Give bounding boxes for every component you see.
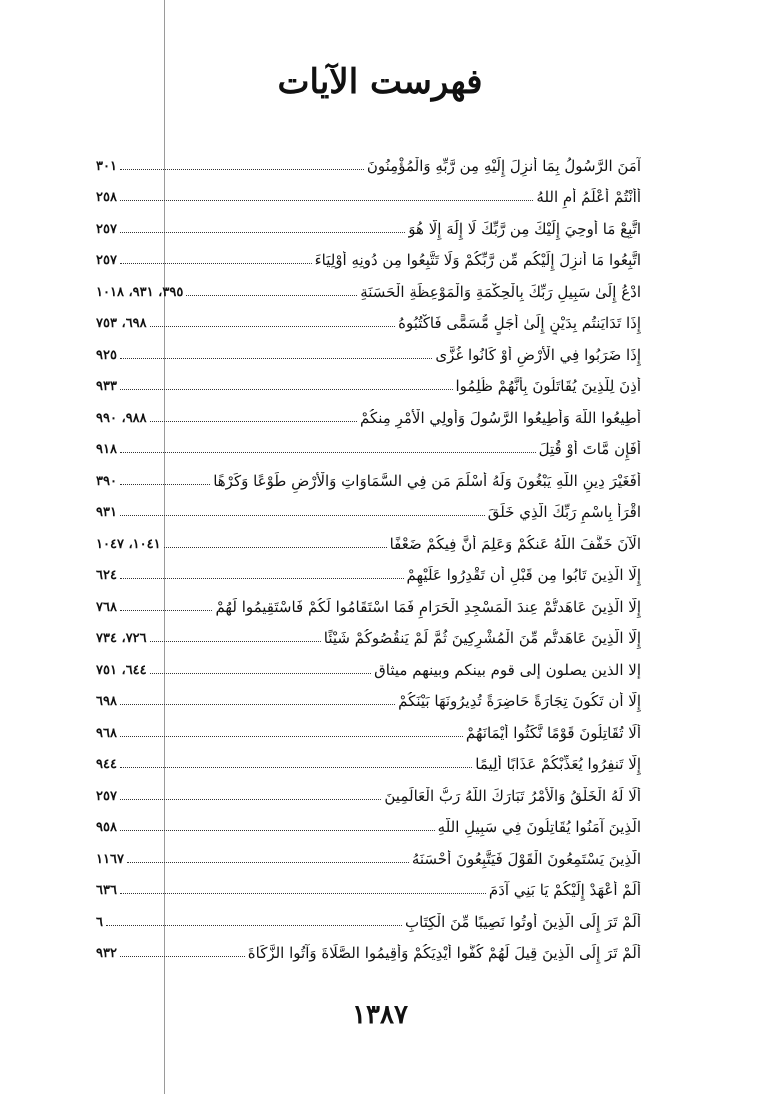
entry-page-numbers: ٦ — [96, 914, 103, 930]
page-title: فهرست الآيات — [277, 62, 483, 102]
entry-verse-text: إِلَّا تَنفِرُوا يُعَذِّبْكُمْ عَذَابًا أَلِيمًا — [475, 755, 641, 773]
entry-verse-text: أأنْتُمْ أعْلَمُ أمِ اللهُ — [536, 188, 641, 206]
dot-leader — [127, 862, 409, 863]
dot-leader — [120, 956, 245, 957]
entry-page-numbers: ٢٥٧ — [96, 221, 117, 237]
index-entry — [96, 902, 641, 934]
index-entry — [96, 272, 641, 304]
index-entry — [96, 556, 641, 588]
index-entry — [96, 398, 641, 430]
entry-page-numbers: ٦٤٤، ٧٥١ — [96, 662, 147, 678]
index-entry — [96, 713, 641, 745]
entry-verse-text: أَلَا تُقَاتِلُونَ قَوْمًا نَّكَثُوا أَيْمَانَهُمْ — [465, 723, 641, 742]
entry-page-numbers: ٣٩٥، ٩٣١، ١٠١٨ — [96, 284, 184, 300]
entry-page-numbers: ٩٢٥ — [96, 347, 117, 363]
dot-leader — [120, 578, 404, 579]
entry-verse-text: آمَنَ الرَّسُولُ بِمَا أُنزِلَ إِلَيْهِ مِن رَّبِّهِ وَالْمُؤْمِنُونَ — [366, 156, 641, 175]
dot-leader — [164, 547, 387, 548]
dot-leader — [150, 641, 321, 642]
index-entry — [96, 367, 641, 399]
index-entry — [96, 587, 641, 619]
entry-page-numbers: ٩٥٨ — [96, 820, 117, 835]
index-entry — [96, 304, 641, 336]
index-entry — [96, 209, 641, 241]
entry-page-numbers: ٧٦٨ — [96, 599, 117, 615]
index-entry — [96, 839, 641, 871]
dot-leader — [120, 736, 463, 737]
entry-page-numbers: ٢٥٧ — [96, 788, 117, 804]
entry-page-numbers: ٣٠١ — [96, 158, 117, 174]
entry-verse-text: إِلَّا الَّذِينَ تَابُوا مِن قَبْلِ أَن تَقْدِرُوا عَلَيْهِمْ — [406, 566, 641, 584]
dot-leader — [120, 232, 405, 233]
index-entry — [96, 241, 641, 273]
dot-leader — [150, 421, 357, 422]
index-entry — [96, 650, 641, 682]
index-entry — [96, 934, 641, 966]
index-entry — [96, 146, 641, 178]
dot-leader — [150, 326, 395, 327]
entry-verse-text: إِذَا ضَرَبُوا فِي الْأَرْضِ أَوْ كَانُوا غُزًّى — [435, 345, 641, 364]
index-entry — [96, 745, 641, 777]
dot-leader — [186, 295, 357, 296]
entry-verse-text: أَطِيعُوا اللَّهَ وَأَطِيعُوا الرَّسُولَ وَأُولِي الْأَمْرِ مِنكُمْ — [360, 408, 641, 427]
page-number: ١٣٨٧ — [352, 1000, 408, 1030]
entry-page-numbers: ٩٣٢ — [96, 946, 117, 961]
index-entry — [96, 335, 641, 367]
index-entry — [96, 524, 641, 556]
dot-leader — [120, 452, 536, 453]
entry-page-numbers: ٦٣٦ — [96, 883, 117, 898]
entry-page-numbers: ٩٣١ — [96, 505, 117, 520]
entry-page-numbers: ٩٦٨ — [96, 725, 117, 741]
entry-page-numbers: ٢٥٧ — [96, 253, 117, 268]
entry-page-numbers: ١١٦٧ — [96, 851, 124, 867]
entry-verse-text: أُذِنَ لِلَّذِينَ يُقَاتَلُونَ بِأَنَّهُمْ ظُلِمُوا — [455, 377, 641, 395]
entry-verse-text: إِذَا تَدَايَنتُم بِدَيْنٍ إِلَىٰ أَجَلٍ مُّسَمًّى فَاكْتُبُوهُ — [398, 314, 641, 332]
dot-leader — [120, 169, 364, 170]
dot-leader — [120, 389, 453, 390]
dot-leader — [120, 358, 432, 359]
index-entry — [96, 871, 641, 903]
dot-leader — [120, 767, 472, 768]
entry-page-numbers: ٢٥٨ — [96, 190, 117, 205]
dot-leader — [120, 484, 210, 485]
entry-page-numbers: ٦٢٤ — [96, 568, 117, 583]
verse-index-list — [96, 146, 641, 965]
entry-page-numbers: ٩١٨ — [96, 442, 117, 457]
index-entry — [96, 776, 641, 808]
index-entry — [96, 430, 641, 462]
index-entry — [96, 178, 641, 210]
entry-page-numbers: ٩٣٣ — [96, 379, 117, 394]
dot-leader — [120, 263, 312, 264]
entry-verse-text: أَفَإِن مَّاتَ أَوْ قُتِلَ — [538, 440, 641, 458]
entry-verse-text: إلا الذين يصلون إلى قوم بينكم وبينهم ميثاق — [374, 660, 641, 679]
entry-page-numbers: ٣٩٠ — [96, 473, 117, 489]
entry-verse-text: إِلَّا أَن تَكُونَ تِجَارَةً حَاضِرَةً تُدِيرُونَهَا بَيْنَكُمْ — [398, 692, 641, 710]
entry-verse-text: أَلَمْ تَرَ إِلَى الَّذِينَ قِيلَ لَهُمْ كُفُّوا أَيْدِيَكُمْ وَأَقِيمُوا الصَّلَاةَ وَآتُوا الزَّكَاةَ — [247, 944, 641, 962]
entry-page-numbers: ٦٩٨ — [96, 694, 117, 709]
index-entry — [96, 808, 641, 840]
entry-verse-text: أَلَمْ تَرَ إِلَى الَّذِينَ أُوتُوا نَصِيبًا مِّنَ الْكِتَابِ — [405, 912, 641, 931]
entry-verse-text: أَلَا لَهُ الْخَلْقُ وَالْأَمْرُ تَبَارَكَ اللَّهُ رَبُّ الْعَالَمِينَ — [384, 786, 641, 805]
index-entry — [96, 461, 641, 493]
entry-verse-text: اتَّبِعُوا مَا أُنزِلَ إِلَيْكُم مِّن رَّبِّكُمْ وَلَا تَتَّبِعُوا مِن دُونِهِ أَوْلِيَاءَ — [314, 251, 641, 269]
entry-verse-text: الْآنَ خَفَّفَ اللَّهُ عَنكُمْ وَعَلِمَ أَنَّ فِيكُمْ ضَعْفًا — [389, 534, 641, 553]
entry-verse-text: الَّذِينَ آمَنُوا يُقَاتِلُونَ فِي سَبِيلِ اللَّهِ — [437, 818, 641, 836]
entry-verse-text: أَفَغَيْرَ دِينِ اللَّهِ يَبْغُونَ وَلَهُ أَسْلَمَ مَن فِي السَّمَاوَاتِ وَالْأَرْضِ طَوْعًا وَكَرْهًا — [213, 471, 641, 490]
dot-leader — [150, 673, 372, 674]
dot-leader — [120, 893, 486, 894]
entry-page-numbers: ٦٩٨، ٧٥٣ — [96, 316, 147, 331]
entry-page-numbers: ٩٨٨، ٩٩٠ — [96, 410, 147, 426]
entry-page-numbers: ٧٢٦، ٧٣٤ — [96, 631, 147, 646]
index-entry — [96, 619, 641, 651]
entry-verse-text: الَّذِينَ يَسْتَمِعُونَ الْقَوْلَ فَيَتَّبِعُونَ أَحْسَنَهُ — [411, 849, 641, 868]
dot-leader — [120, 830, 435, 831]
entry-verse-text: اقْرَأْ بِاسْمِ رَبِّكَ الَّذِي خَلَقَ — [487, 503, 641, 521]
entry-verse-text: ادْعُ إِلَىٰ سَبِيلِ رَبِّكَ بِالْحِكْمَةِ وَالْمَوْعِظَةِ الْحَسَنَةِ — [360, 282, 641, 301]
entry-verse-text: اتَّبِعْ مَا أُوحِيَ إِلَيْكَ مِن رَّبِّكَ لَا إِلَٰهَ إِلَّا هُوَ — [408, 219, 641, 238]
dot-leader — [120, 200, 533, 201]
entry-verse-text: أَلَمْ أَعْهَدْ إِلَيْكُمْ يَا بَنِي آدَمَ — [488, 881, 641, 899]
entry-page-numbers: ٩٤٤ — [96, 757, 117, 772]
dot-leader — [120, 610, 213, 611]
entry-verse-text: إِلَّا الَّذِينَ عَاهَدتُّمْ عِندَ الْمَسْجِدِ الْحَرَامِ فَمَا اسْتَقَامُوا لَكُمْ فَاسْتَقِيمُوا لَهُمْ — [215, 597, 641, 616]
dot-leader — [120, 799, 381, 800]
index-entry — [96, 682, 641, 714]
index-entry — [96, 493, 641, 525]
dot-leader — [106, 925, 402, 926]
dot-leader — [120, 704, 395, 705]
dot-leader — [120, 515, 485, 516]
entry-page-numbers: ١٠٤١، ١٠٤٧ — [96, 536, 161, 552]
entry-verse-text: إِلَّا الَّذِينَ عَاهَدتُّم مِّنَ الْمُشْرِكِينَ ثُمَّ لَمْ يَنقُصُوكُمْ شَيْئًا — [323, 629, 641, 647]
